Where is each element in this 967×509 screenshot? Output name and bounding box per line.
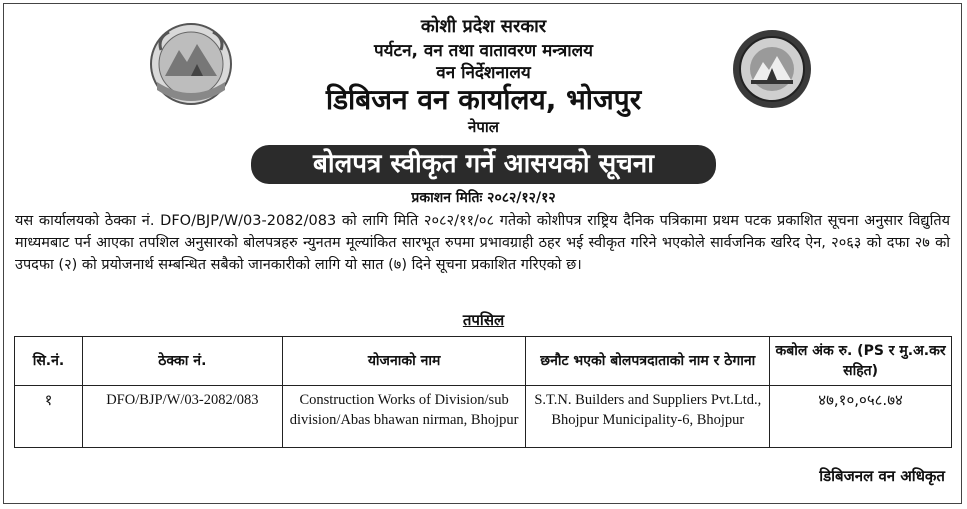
header-bidder: छनौट भएको बोलपत्रदाताको नाम र ठेगाना: [526, 337, 770, 386]
notice-title: बोलपत्र स्वीकृत गर्ने आसयको सूचना: [251, 145, 716, 184]
ministry-name: पर्यटन, वन तथा वातावरण मन्त्रालय: [373, 41, 593, 61]
cell-project: Construction Works of Division/sub division/Abas bhawan nirman, Bhojpur: [282, 386, 526, 448]
table-header-row: [15, 337, 952, 386]
bid-table: [14, 336, 952, 448]
cell-sn: १: [15, 386, 83, 448]
header-project: योजनाको नाम: [282, 337, 526, 386]
cell-contract-no: DFO/BJP/W/03-2082/083: [82, 386, 282, 448]
publication-date: प्रकाशन मितिः २०८२/१२/१२: [411, 190, 556, 206]
signature-title: डिबिजनल वन अधिकृत: [819, 467, 945, 485]
table-row: [15, 386, 952, 448]
annex-label: तपसिल: [462, 311, 505, 329]
government-name: कोशी प्रदेश सरकार: [420, 16, 547, 37]
header-contract-no: ठेक्का नं.: [82, 337, 282, 386]
country-name: नेपाल: [468, 118, 499, 136]
header-amount: कबोल अंक रु. (PS र मु.अ.कर सहित): [770, 337, 952, 386]
cell-amount: ४७,१०,०५८.७४: [770, 386, 952, 448]
header-sn: सि.नं.: [15, 337, 83, 386]
directorate-name: वन निर्देशनालय: [436, 63, 531, 83]
office-name: डिबिजन वन कार्यालय, भोजपुर: [325, 83, 642, 116]
cell-bidder: S.T.N. Builders and Suppliers Pvt.Ltd., Bhojpur Municipality-6, Bhojpur: [526, 386, 770, 448]
notice-body: यस कार्यालयको ठेक्का नं. DFO/BJP/W/03-2082/083 को लागि मिति २०८२/११/०८ गतेको कोशीपत्र राष्ट्रिय दैनिक पत्रिकामा प्रथम पटक प्रकाशित सूचना अनुसार विद्युतिय माध्यमबाट पर्न आएका तपशिल अनुसारको बोलपत्रहरु न्युनतम मूल्यांकित सारभूत रुपमा प्रभावग्राही ठहर भई स्वीकृत गरिने भएकोले सार्वजनिक खरिद ऐन, २०६३ को दफा २७ को उपदफा (२) को प्रयोजनार्थ सम्बन्धित सबैको जानकारीको लागि यो सात (७) दिने सूचना प्रकाशित गरिएको छ।: [15, 213, 950, 273]
